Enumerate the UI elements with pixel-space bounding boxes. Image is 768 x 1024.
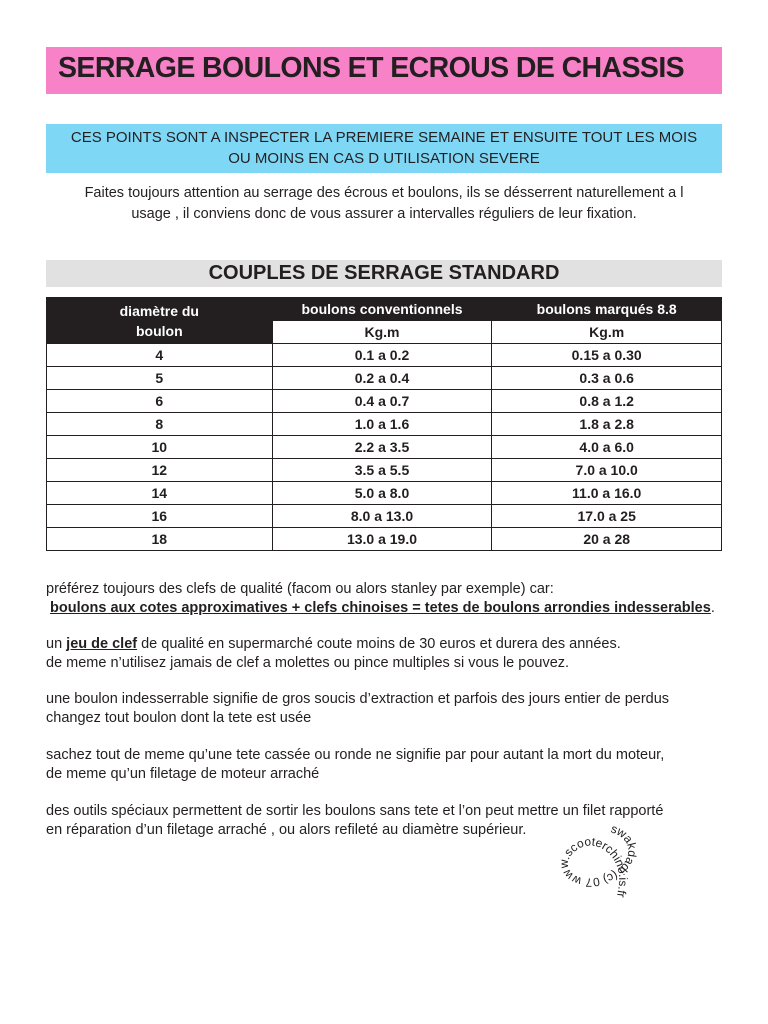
- cell-conventional: 8.0 a 13.0: [272, 505, 492, 528]
- header-diameter: diamètre du boulon: [47, 298, 273, 344]
- intro-line-1: Faites toujours attention au serrage des écrous et boulons, ils se désserrent naturellement a l: [84, 185, 684, 201]
- cell-conventional: 0.1 a 0.2: [272, 344, 492, 367]
- cell-conventional: 2.2 a 3.5: [272, 436, 492, 459]
- table-row: [47, 390, 722, 413]
- table-row: [47, 528, 722, 551]
- paragraph-stripped-bolt: [46, 690, 722, 728]
- paragraph-wrench-set: [46, 635, 722, 673]
- inspection-notice: [46, 124, 722, 173]
- paragraph-line: des outils spéciaux permettent de sortir les boulons sans tete et l’on peut mettre un filet rapporté: [46, 803, 664, 819]
- paragraph-broken-head: [46, 746, 722, 784]
- page-title: SERRAGE BOULONS ET ECROUS DE CHASSIS: [58, 52, 685, 84]
- header-conventional: boulons conventionnels: [272, 298, 492, 321]
- cell-marked: 11.0 a 16.0: [492, 482, 722, 505]
- cell-conventional: 3.5 a 5.5: [272, 459, 492, 482]
- cell-marked: 20 a 28: [492, 528, 722, 551]
- cell-conventional: 0.4 a 0.7: [272, 390, 492, 413]
- table-row: [47, 413, 722, 436]
- cell-marked: 0.15 a 0.30: [492, 344, 722, 367]
- cell-diameter: 5: [47, 367, 273, 390]
- cell-marked: 4.0 a 6.0: [492, 436, 722, 459]
- paragraph-quality-tools: [46, 580, 722, 618]
- wrench-set-highlight: jeu de clef: [66, 636, 138, 652]
- header-unit-marked: Kg.m: [492, 321, 722, 344]
- paragraph-line: de meme qu’un filetage de moteur arraché: [46, 766, 320, 782]
- paragraph-line: sachez tout de meme qu’une tete cassée ou ronde ne signifie par pour autant la mort du moteur,: [46, 747, 665, 763]
- cell-diameter: 12: [47, 459, 273, 482]
- notice-line-1: CES POINTS SONT A INSPECTER LA PREMIERE SEMAINE ET ENSUITE TOUT LES MOIS: [70, 129, 698, 146]
- cell-marked: 1.8 a 2.8: [492, 413, 722, 436]
- section-title: COUPLES DE SERRAGE STANDARD: [208, 262, 560, 284]
- header-marked: boulons marqués 8.8: [492, 298, 722, 321]
- paragraph-line: une boulon indesserrable signifie de gros soucis d’extraction et parfois des jours entier de perdus: [46, 691, 670, 707]
- torque-table: [46, 297, 722, 551]
- table-row: [47, 482, 722, 505]
- notice-line-2: OU MOINS EN CAS D UTILISATION SEVERE: [228, 150, 540, 167]
- warning-underlined-text: boulons aux cotes approximatives + clefs chinoises = tetes de boulons arrondies indesserables: [50, 600, 711, 616]
- cell-diameter: 4: [47, 344, 273, 367]
- table-row: [47, 436, 722, 459]
- intro-line-2: usage , il conviens donc de vous assurer a intervalles réguliers de leur fixation.: [131, 206, 637, 222]
- table-row: [47, 344, 722, 367]
- cell-conventional: 5.0 a 8.0: [272, 482, 492, 505]
- cell-conventional: 13.0 a 19.0: [272, 528, 492, 551]
- cell-diameter: 8: [47, 413, 273, 436]
- cell-marked: 0.8 a 1.2: [492, 390, 722, 413]
- cell-marked: 0.3 a 0.6: [492, 367, 722, 390]
- table-row: [47, 367, 722, 390]
- table-row: [47, 505, 722, 528]
- cell-marked: 7.0 a 10.0: [492, 459, 722, 482]
- cell-diameter: 18: [47, 528, 273, 551]
- table-row: [47, 459, 722, 482]
- cell-marked: 17.0 a 25: [492, 505, 722, 528]
- intro-text: [46, 183, 722, 225]
- paragraph-line: de meme n’utilisez jamais de clef a molettes ou pince multiples si vous le pouvez.: [46, 655, 570, 671]
- section-banner: [46, 260, 722, 287]
- title-banner: [46, 47, 722, 94]
- cell-diameter: 14: [47, 482, 273, 505]
- paragraph-line: préférez toujours des clefs de qualité (facom ou alors stanley par exemple) car:: [46, 581, 554, 597]
- cell-conventional: 1.0 a 1.6: [272, 413, 492, 436]
- paragraph-line: changez tout boulon dont la tete est usée: [46, 710, 312, 726]
- paragraph-line: un jeu de clef de qualité en supermarché coute moins de 30 euros et durera des années.: [46, 636, 621, 652]
- cell-conventional: 0.2 a 0.4: [272, 367, 492, 390]
- cell-diameter: 10: [47, 436, 273, 459]
- author-watermark-stamp: [540, 820, 650, 970]
- stamp-text: swakdadi (c) 07 www.scooterchino.is.fr: [556, 821, 640, 899]
- paragraph-line: en réparation d’un filetage arraché , ou alors refileté au diamètre supérieur.: [46, 822, 527, 838]
- warning-line: boulons aux cotes approximatives + clefs chinoises = tetes de boulons arrondies indesserables.: [50, 600, 715, 616]
- cell-diameter: 16: [47, 505, 273, 528]
- header-unit-conventional: Kg.m: [272, 321, 492, 344]
- cell-diameter: 6: [47, 390, 273, 413]
